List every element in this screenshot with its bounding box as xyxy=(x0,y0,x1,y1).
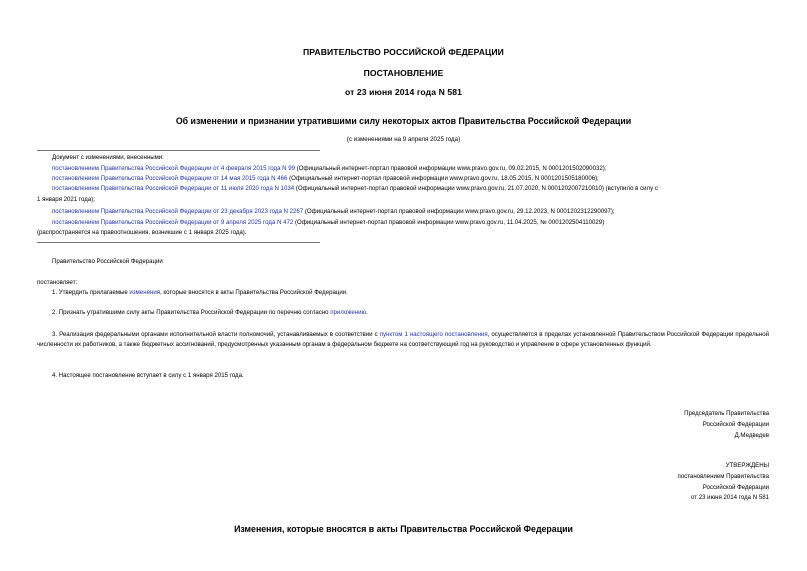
amendment-source: (Официальный интернет-портал правовой информации www.pravo.gov.ru, 09.02.2015, N 0001201502090032); xyxy=(295,165,607,172)
amendment-source: (Официальный интернет-портал правовой информации www.pravo.gov.ru, 18.05.2015, N 0001201505180006); xyxy=(287,175,599,182)
amendment-link[interactable]: постановлением Правительства Российской Федерации от 14 мая 2015 года N 466 xyxy=(52,175,288,182)
amendment-link[interactable]: постановлением Правительства Российской Федерации от 23 декабря 2023 года N 2267 xyxy=(52,208,304,215)
approval-date: от 23 июня 2014 года N 581 xyxy=(690,494,769,502)
document-type-heading: ПОСТАНОВЛЕНИЕ xyxy=(363,68,444,78)
amendment-source: (Официальный интернет-портал правовой информации www.pravo.gov.ru, 11.04.2025, № 0001202504110029) xyxy=(293,219,605,226)
amendments-top-divider xyxy=(37,150,320,151)
amendment-link[interactable]: постановлением Правительства Российской Федерации от 11 июля 2020 года N 1034 xyxy=(52,185,295,192)
approval-line: постановлением Правительства xyxy=(677,472,769,480)
signature-position: Председатель Правительства xyxy=(684,410,769,417)
approval-line: Российской Федерации xyxy=(702,483,769,491)
government-heading: ПРАВИТЕЛЬСТВО РОССИЙСКОЙ ФЕДЕРАЦИИ xyxy=(303,47,504,57)
signature-name: Д.Медведев xyxy=(734,431,769,439)
paragraph-1: 1. Утвердить прилагаемые изменения, которые вносятся в акты Правительства Российской Федерации. xyxy=(52,289,348,296)
changes-link[interactable]: изменения xyxy=(129,289,161,296)
paragraph-2: 2. Признать утратившими силу акты Правительства Российской Федерации по перечню согласно приложению. xyxy=(52,309,368,316)
amendment-item xyxy=(52,207,615,216)
amendment-link[interactable]: постановлением Правительства Российской Федерации от 4 февраля 2015 года N 99 xyxy=(52,165,296,172)
date-number-heading: от 23 июня 2014 года N 581 xyxy=(344,87,463,97)
amendments-bottom-divider xyxy=(37,242,320,243)
signature-block xyxy=(469,409,769,441)
amendment-item-continued: (распространяется на правоотношения, возникшие с 1 января 2025 года). xyxy=(37,229,247,236)
government-line: Правительство Российской Федерации xyxy=(52,258,163,265)
amendments-intro: Документ с изменениями, внесенными: xyxy=(52,154,164,161)
changes-section-title: Изменения, которые вносятся в акты Правительства Российской Федерации xyxy=(234,524,573,534)
amendment-source: (Официальный интернет-портал правовой информации www.pravo.gov.ru, 21.07.2020, N 0001202007210010) (вступило в силу с xyxy=(294,185,658,192)
amendment-item xyxy=(52,218,604,227)
document-title: Об изменении и признании утратившими силу некоторых актов Правительства Российской Федерации xyxy=(175,116,632,126)
decrees-line: постановляет: xyxy=(37,279,78,286)
amendment-source: (Официальный интернет-портал правовой информации www.pravo.gov.ru, 29.12.2023, N 0001202312290097); xyxy=(303,208,615,215)
point-1-link[interactable]: пунктом 1 настоящего постановления xyxy=(379,331,488,338)
amendment-link[interactable]: постановлением Правительства Российской Федерации от 9 апреля 2025 года N 472 xyxy=(52,219,294,226)
paragraph-4: 4. Настоящее постановление вступает в силу с 1 января 2015 года. xyxy=(52,372,244,379)
approval-title: УТВЕРЖДЕНЫ xyxy=(725,462,769,469)
approval-block xyxy=(469,461,769,504)
paragraph-3: 3. Реализация федеральными органами исполнительной власти полномочий, устанавливаемых в соответствии с пунктом 1 настоящего постановления, осуществляется в пределах установленной Правительством Российской Федерации предельной численности их работников, а также бюджетных ассигнований, предусмотренных указанным органам в федеральном бюджете на соответствующий год на руководство и управление в сфере установленных функций. xyxy=(37,331,769,348)
amendment-item xyxy=(52,174,599,183)
signature-body: Российской Федерации xyxy=(702,420,769,428)
amendment-item xyxy=(52,184,658,193)
appendix-link[interactable]: приложению xyxy=(330,309,367,316)
amendment-item-continued: 1 января 2021 года); xyxy=(37,196,95,203)
amendment-item xyxy=(52,164,606,173)
revision-note: (с изменениями на 9 апреля 2025 года) xyxy=(346,136,461,143)
